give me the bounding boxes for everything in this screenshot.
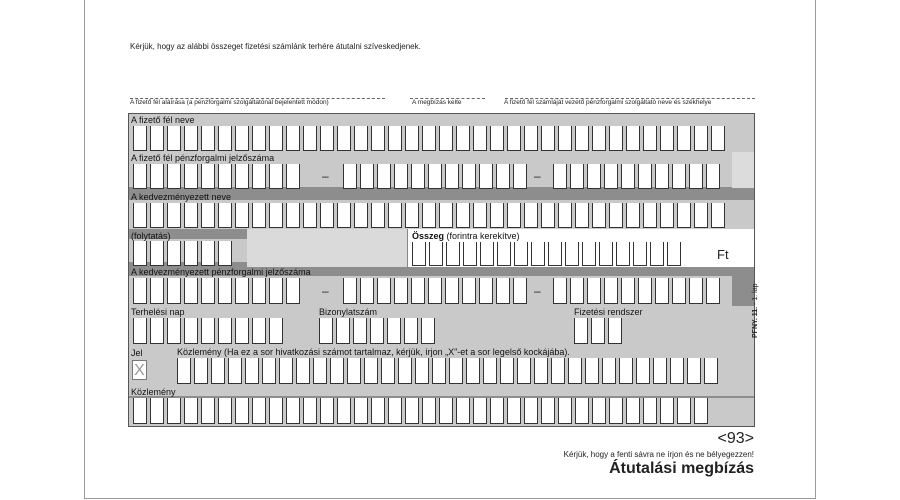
input-box[interactable] <box>184 241 198 266</box>
input-box[interactable] <box>269 398 283 424</box>
input-box[interactable] <box>513 164 527 189</box>
input-box[interactable] <box>507 398 521 424</box>
input-box[interactable] <box>286 203 300 228</box>
input-box[interactable] <box>371 126 385 151</box>
input-box[interactable] <box>167 278 181 304</box>
date-label: A megbízás kelte <box>412 99 462 106</box>
input-box[interactable] <box>412 242 426 266</box>
input-box[interactable] <box>428 278 442 304</box>
input-box[interactable] <box>575 126 589 151</box>
input-box[interactable] <box>133 126 147 151</box>
form-code: <93> <box>717 430 754 447</box>
input-box[interactable] <box>689 278 703 304</box>
input-box[interactable] <box>343 164 357 189</box>
payer-signature-label: A fizető fél aláírása (a pénzforgalmi szolgáltatónál bejelentett módon) <box>130 99 329 106</box>
input-box[interactable] <box>497 242 511 266</box>
input-box[interactable] <box>619 358 633 384</box>
input-box[interactable] <box>616 242 630 266</box>
bank-name-label: A fizető fél számláját vezető pénzforgalmi szolgáltató neve és székhelye <box>504 99 712 106</box>
payer-account-boxes-3[interactable] <box>553 164 720 189</box>
input-box[interactable] <box>394 164 408 189</box>
input-box[interactable] <box>201 241 215 266</box>
input-box[interactable] <box>446 242 460 266</box>
input-box[interactable] <box>371 203 385 228</box>
beneficiary-account-label: A kedvezményezett pénzforgalmi jelzőszáma <box>131 267 311 277</box>
debit-date-boxes[interactable] <box>133 318 283 344</box>
intro-text: Kérjük, hogy az alábbi összeget fizetési számlánk terhére átutalni szíveskedjenek. <box>130 42 421 51</box>
input-box[interactable] <box>591 318 605 344</box>
input-box[interactable] <box>638 164 652 189</box>
input-box[interactable] <box>650 242 664 266</box>
continuation-boxes[interactable] <box>133 241 232 266</box>
input-box[interactable] <box>694 126 708 151</box>
input-box[interactable] <box>626 398 640 424</box>
input-box[interactable] <box>421 318 435 344</box>
input-box[interactable] <box>456 126 470 151</box>
input-box[interactable] <box>689 164 703 189</box>
shaded-area <box>732 276 754 306</box>
input-box[interactable] <box>422 203 436 228</box>
input-box[interactable] <box>370 318 384 344</box>
input-box[interactable] <box>490 203 504 228</box>
input-box[interactable] <box>636 358 650 384</box>
input-box[interactable] <box>575 203 589 228</box>
continuation-label: (folytatás) <box>131 231 171 241</box>
input-box[interactable] <box>245 358 259 384</box>
input-box[interactable] <box>394 278 408 304</box>
input-box[interactable] <box>524 398 538 424</box>
jel-mark[interactable]: X <box>132 360 147 380</box>
input-box[interactable] <box>633 242 647 266</box>
input-box[interactable] <box>252 398 266 424</box>
input-box[interactable] <box>473 126 487 151</box>
input-box[interactable] <box>694 398 708 424</box>
input-box[interactable] <box>553 164 567 189</box>
remark-boxes[interactable] <box>133 398 708 424</box>
input-box[interactable] <box>479 278 493 304</box>
account-separator: – <box>322 169 329 183</box>
input-box[interactable] <box>479 164 493 189</box>
input-box[interactable] <box>608 318 622 344</box>
input-box[interactable] <box>706 164 720 189</box>
input-box[interactable] <box>524 203 538 228</box>
amount-label: Összeg (forintra kerekítve) <box>412 231 520 241</box>
input-box[interactable] <box>320 126 334 151</box>
input-box[interactable] <box>548 242 562 266</box>
input-box[interactable] <box>150 278 164 304</box>
input-box[interactable] <box>490 398 504 424</box>
input-box[interactable] <box>672 164 686 189</box>
input-box[interactable] <box>463 242 477 266</box>
input-box[interactable] <box>286 164 300 189</box>
input-box[interactable] <box>604 164 618 189</box>
input-box[interactable] <box>706 278 720 304</box>
input-box[interactable] <box>201 164 215 189</box>
input-box[interactable] <box>643 203 657 228</box>
input-box[interactable] <box>252 278 266 304</box>
input-box[interactable] <box>211 358 225 384</box>
input-box[interactable] <box>150 203 164 228</box>
currency-label: Ft <box>717 247 729 262</box>
input-box[interactable] <box>411 164 425 189</box>
input-box[interactable] <box>711 126 725 151</box>
input-box[interactable] <box>507 126 521 151</box>
input-box[interactable] <box>672 278 686 304</box>
input-box[interactable] <box>422 398 436 424</box>
input-box[interactable] <box>387 318 401 344</box>
input-box[interactable] <box>500 358 514 384</box>
input-box[interactable] <box>360 278 374 304</box>
input-box[interactable] <box>252 203 266 228</box>
payment-system-boxes[interactable] <box>574 318 622 344</box>
payer-account-label: A fizető fél pénzforgalmi jelzőszáma <box>131 153 275 163</box>
input-box[interactable] <box>541 398 555 424</box>
amount-boxes[interactable] <box>412 242 681 266</box>
input-box[interactable] <box>235 203 249 228</box>
input-box[interactable] <box>303 126 317 151</box>
input-box[interactable] <box>336 318 350 344</box>
input-box[interactable] <box>480 242 494 266</box>
input-box[interactable] <box>432 358 446 384</box>
input-box[interactable] <box>694 203 708 228</box>
input-box[interactable] <box>626 203 640 228</box>
input-box[interactable] <box>541 203 555 228</box>
input-box[interactable] <box>313 358 327 384</box>
input-box[interactable] <box>371 398 385 424</box>
input-box[interactable] <box>415 358 429 384</box>
input-box[interactable] <box>150 398 164 424</box>
input-box[interactable] <box>343 278 357 304</box>
transfer-form <box>128 113 755 427</box>
account-separator: – <box>534 284 541 298</box>
input-box[interactable] <box>524 126 538 151</box>
input-box[interactable] <box>514 242 528 266</box>
input-box[interactable] <box>466 358 480 384</box>
input-box[interactable] <box>429 242 443 266</box>
input-box[interactable] <box>405 398 419 424</box>
input-box[interactable] <box>445 164 459 189</box>
input-box[interactable] <box>587 278 601 304</box>
input-box[interactable] <box>462 164 476 189</box>
input-box[interactable] <box>439 203 453 228</box>
input-box[interactable] <box>551 358 565 384</box>
input-box[interactable] <box>320 203 334 228</box>
input-box[interactable] <box>422 126 436 151</box>
input-box[interactable] <box>167 318 181 344</box>
input-box[interactable] <box>541 126 555 151</box>
input-box[interactable] <box>150 241 164 266</box>
input-box[interactable] <box>354 203 368 228</box>
input-box[interactable] <box>456 398 470 424</box>
input-box[interactable] <box>184 398 198 424</box>
input-box[interactable] <box>592 398 606 424</box>
input-box[interactable] <box>364 358 378 384</box>
input-box[interactable] <box>167 126 181 151</box>
input-box[interactable] <box>286 278 300 304</box>
input-box[interactable] <box>599 242 613 266</box>
input-box[interactable] <box>184 203 198 228</box>
input-box[interactable] <box>553 278 567 304</box>
remark-long-label: Közlemény (Ha ez a sor hivatkozási számot tartalmaz, kérjük, írjon „X"-et a sor legelső kockájába). <box>177 347 570 357</box>
form-side-code: PFNY. 11. - 1. lap <box>752 283 759 338</box>
input-box[interactable] <box>150 318 164 344</box>
input-box[interactable] <box>449 358 463 384</box>
input-box[interactable] <box>184 278 198 304</box>
payment-system-label: Fizetési rendszer <box>574 307 643 317</box>
beneficiary-name-label: A kedvezményezett neve <box>131 192 232 202</box>
input-box[interactable] <box>568 358 582 384</box>
input-box[interactable] <box>296 358 310 384</box>
input-box[interactable] <box>235 278 249 304</box>
input-box[interactable] <box>496 164 510 189</box>
input-box[interactable] <box>252 126 266 151</box>
account-separator: – <box>322 284 329 298</box>
input-box[interactable] <box>252 318 266 344</box>
input-box[interactable] <box>184 126 198 151</box>
input-box[interactable] <box>388 203 402 228</box>
input-box[interactable] <box>167 203 181 228</box>
beneficiary-name-boxes[interactable] <box>133 203 725 228</box>
input-box[interactable] <box>133 241 147 266</box>
input-box[interactable] <box>405 126 419 151</box>
input-box[interactable] <box>337 126 351 151</box>
input-box[interactable] <box>483 358 497 384</box>
input-box[interactable] <box>445 278 459 304</box>
remark-reference-boxes[interactable] <box>177 358 718 384</box>
input-box[interactable] <box>279 358 293 384</box>
input-box[interactable] <box>133 278 147 304</box>
input-box[interactable] <box>513 278 527 304</box>
input-box[interactable] <box>194 358 208 384</box>
input-box[interactable] <box>133 203 147 228</box>
payer-account-boxes-2[interactable] <box>343 164 527 189</box>
input-box[interactable] <box>565 242 579 266</box>
input-box[interactable] <box>269 203 283 228</box>
input-box[interactable] <box>670 358 684 384</box>
input-box[interactable] <box>150 126 164 151</box>
input-box[interactable] <box>286 126 300 151</box>
input-box[interactable] <box>133 318 147 344</box>
input-box[interactable] <box>609 126 623 151</box>
input-box[interactable] <box>201 203 215 228</box>
input-box[interactable] <box>570 278 584 304</box>
input-box[interactable] <box>404 318 418 344</box>
input-box[interactable] <box>585 358 599 384</box>
input-box[interactable] <box>602 358 616 384</box>
input-box[interactable] <box>490 126 504 151</box>
input-box[interactable] <box>269 278 283 304</box>
input-box[interactable] <box>531 242 545 266</box>
input-box[interactable] <box>201 126 215 151</box>
jel-label: Jel <box>131 348 143 358</box>
input-box[interactable] <box>439 398 453 424</box>
input-box[interactable] <box>177 358 191 384</box>
input-box[interactable] <box>621 164 635 189</box>
input-box[interactable] <box>235 164 249 189</box>
input-box[interactable] <box>570 164 584 189</box>
input-box[interactable] <box>330 358 344 384</box>
input-box[interactable] <box>517 358 531 384</box>
input-box[interactable] <box>677 126 691 151</box>
input-box[interactable] <box>167 241 181 266</box>
input-box[interactable] <box>201 398 215 424</box>
input-box[interactable] <box>319 318 333 344</box>
input-box[interactable] <box>201 318 215 344</box>
input-box[interactable] <box>507 203 521 228</box>
input-box[interactable] <box>655 164 669 189</box>
input-box[interactable] <box>388 126 402 151</box>
input-box[interactable] <box>303 398 317 424</box>
input-box[interactable] <box>184 164 198 189</box>
input-box[interactable] <box>587 164 601 189</box>
input-box[interactable] <box>320 398 334 424</box>
input-box[interactable] <box>660 398 674 424</box>
input-box[interactable] <box>218 318 232 344</box>
shaded-area <box>732 152 754 188</box>
input-box[interactable] <box>428 164 442 189</box>
input-box[interactable] <box>496 278 510 304</box>
beneficiary-account-boxes-1[interactable] <box>133 278 300 304</box>
input-box[interactable] <box>252 164 266 189</box>
payer-account-boxes-1[interactable] <box>133 164 300 189</box>
input-box[interactable] <box>462 278 476 304</box>
input-box[interactable] <box>377 278 391 304</box>
input-box[interactable] <box>604 278 618 304</box>
input-box[interactable] <box>269 318 283 344</box>
input-box[interactable] <box>218 203 232 228</box>
input-box[interactable] <box>626 126 640 151</box>
input-box[interactable] <box>354 126 368 151</box>
input-box[interactable] <box>347 358 361 384</box>
input-box[interactable] <box>677 203 691 228</box>
input-box[interactable] <box>218 126 232 151</box>
input-box[interactable] <box>184 318 198 344</box>
remark-label: Közlemény <box>131 387 176 397</box>
document-number-boxes[interactable] <box>319 318 435 344</box>
input-box[interactable] <box>643 398 657 424</box>
input-box[interactable] <box>660 203 674 228</box>
input-box[interactable] <box>558 398 572 424</box>
document-number-label: Bizonylatszám <box>319 307 378 317</box>
input-box[interactable] <box>269 164 283 189</box>
input-box[interactable] <box>534 358 548 384</box>
warning-text: Kérjük, hogy a fenti sávra ne írjon és ne bélyegezzen! <box>563 450 754 459</box>
input-box[interactable] <box>609 398 623 424</box>
input-box[interactable] <box>228 358 242 384</box>
input-box[interactable] <box>456 203 470 228</box>
input-box[interactable] <box>269 126 283 151</box>
input-box[interactable] <box>235 398 249 424</box>
input-box[interactable] <box>286 398 300 424</box>
debit-date-label: Terhelési nap <box>131 307 185 317</box>
input-box[interactable] <box>574 318 588 344</box>
input-box[interactable] <box>411 278 425 304</box>
input-box[interactable] <box>303 203 317 228</box>
input-box[interactable] <box>133 164 147 189</box>
payer-name-label: A fizető fél neve <box>131 115 195 125</box>
input-box[interactable] <box>660 126 674 151</box>
input-box[interactable] <box>377 164 391 189</box>
input-box[interactable] <box>262 358 276 384</box>
input-box[interactable] <box>218 164 232 189</box>
input-box[interactable] <box>218 398 232 424</box>
input-box[interactable] <box>575 398 589 424</box>
input-box[interactable] <box>405 203 419 228</box>
input-box[interactable] <box>473 398 487 424</box>
input-box[interactable] <box>218 278 232 304</box>
input-box[interactable] <box>133 398 147 424</box>
input-box[interactable] <box>360 164 374 189</box>
input-box[interactable] <box>388 398 402 424</box>
input-box[interactable] <box>337 203 351 228</box>
input-box[interactable] <box>473 203 487 228</box>
input-box[interactable] <box>621 278 635 304</box>
input-box[interactable] <box>235 126 249 151</box>
input-box[interactable] <box>643 126 657 151</box>
input-box[interactable] <box>653 358 667 384</box>
input-box[interactable] <box>354 398 368 424</box>
input-box[interactable] <box>201 278 215 304</box>
input-box[interactable] <box>687 358 701 384</box>
input-box[interactable] <box>167 398 181 424</box>
input-box[interactable] <box>711 203 725 228</box>
input-box[interactable] <box>150 164 164 189</box>
input-box[interactable] <box>704 358 718 384</box>
input-box[interactable] <box>337 398 351 424</box>
input-box[interactable] <box>638 278 652 304</box>
input-box[interactable] <box>558 203 572 228</box>
account-separator: – <box>534 169 541 183</box>
input-box[interactable] <box>235 318 249 344</box>
input-box[interactable] <box>655 278 669 304</box>
input-box[interactable] <box>592 203 606 228</box>
shaded-area <box>247 229 407 267</box>
input-box[interactable] <box>582 242 596 266</box>
input-box[interactable] <box>353 318 367 344</box>
input-box[interactable] <box>398 358 412 384</box>
payer-name-boxes[interactable] <box>133 126 725 151</box>
input-box[interactable] <box>667 242 681 266</box>
beneficiary-account-boxes-3[interactable] <box>553 278 720 304</box>
input-box[interactable] <box>592 126 606 151</box>
input-box[interactable] <box>439 126 453 151</box>
beneficiary-account-boxes-2[interactable] <box>343 278 527 304</box>
input-box[interactable] <box>558 126 572 151</box>
input-box[interactable] <box>381 358 395 384</box>
input-box[interactable] <box>167 164 181 189</box>
form-title: Átutalási megbízás <box>609 460 754 477</box>
input-box[interactable] <box>609 203 623 228</box>
input-box[interactable] <box>677 398 691 424</box>
input-box[interactable] <box>218 241 232 266</box>
